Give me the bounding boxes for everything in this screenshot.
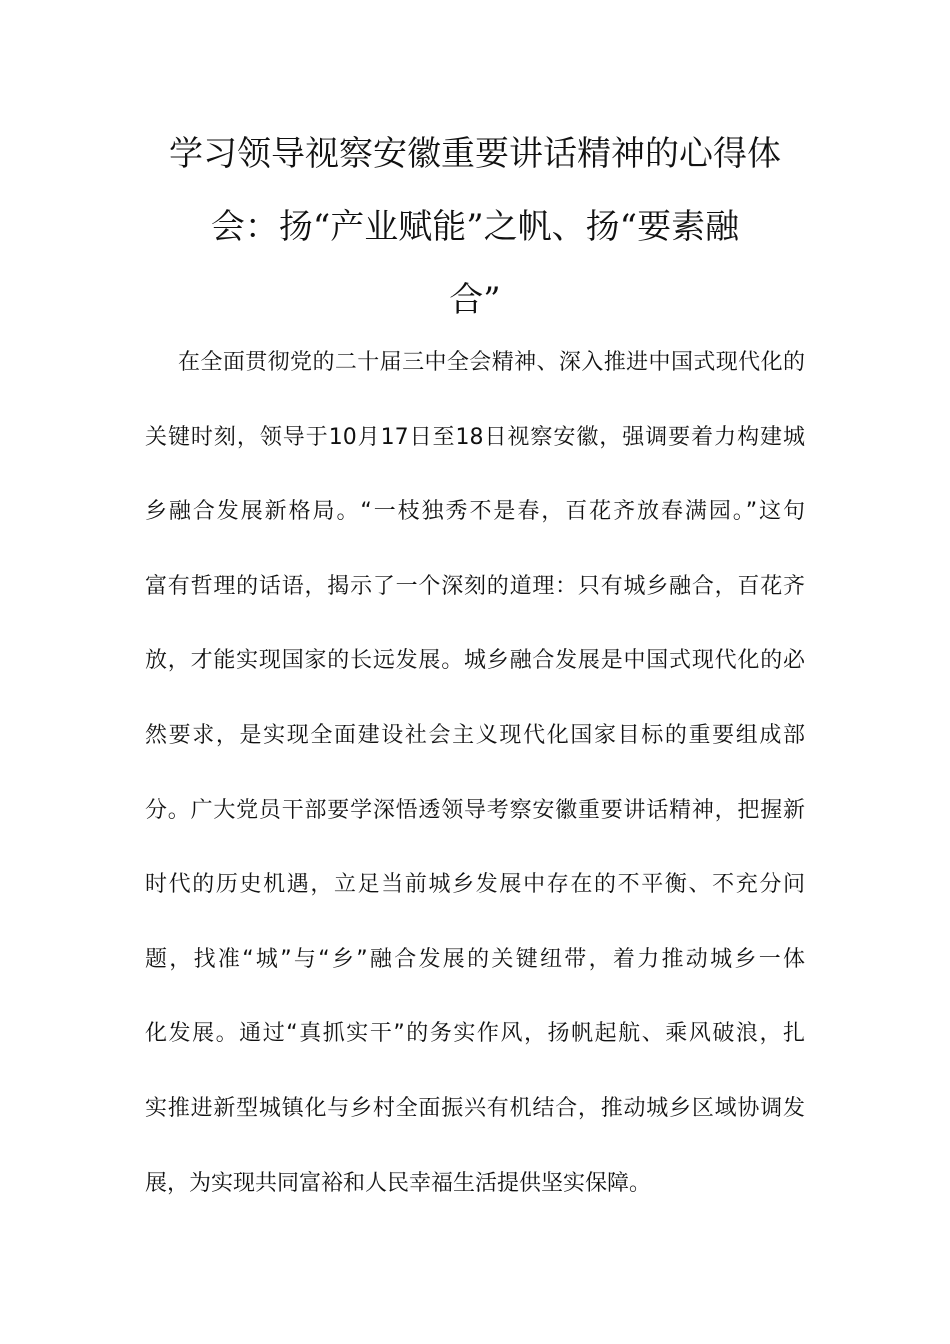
title-line: 学习领导视察安徽重要讲话精神的心得体: [169, 134, 781, 174]
title-line: 会：扬“产业赋能”之帆、扬“要素融: [210, 207, 740, 247]
body-paragraph: [145, 343, 805, 1238]
paragraph-line: 富有哲理的话语，揭示了一个深刻的道理：只有城乡融合，百花齐: [145, 573, 805, 599]
paragraph-line: 分。广大党员干部要学深悟透领导考察安徽重要讲话精神，把握新: [145, 797, 805, 823]
paragraph-line: 放，才能实现国家的长远发展。城乡融合发展是中国式现代化的必: [145, 648, 805, 674]
paragraph-line: 实推进新型城镇化与乡村全面振兴有机结合，推动城乡区域协调发: [145, 1095, 805, 1121]
paragraph-line: 展，为实现共同富裕和人民幸福生活提供坚实保障。: [145, 1170, 652, 1196]
paragraph-line: 关键时刻，领导于10月17日至18日视察安徽，强调要着力构建城: [145, 424, 805, 450]
document-title: [140, 118, 810, 337]
paragraph-line: 化发展。通过“真抓实干”的务实作风，扬帆起航、乘风破浪，扎: [145, 1021, 805, 1047]
paragraph-line: 乡融合发展新格局。“一枝独秀不是春，百花齐放春满园。”这句: [145, 499, 805, 525]
paragraph-line: 然要求，是实现全面建设社会主义现代化国家目标的重要组成部: [145, 722, 805, 748]
paragraph-line: 题，找准“城”与“乡”融合发展的关键纽带，着力推动城乡一体: [145, 946, 805, 972]
paragraph-line: 时代的历史机遇，立足当前城乡发展中存在的不平衡、不充分问: [145, 872, 805, 898]
paragraph-line: 在全面贯彻党的二十届三中全会精神、深入推进中国式现代化的: [178, 350, 805, 375]
title-line: 合”: [449, 280, 501, 320]
